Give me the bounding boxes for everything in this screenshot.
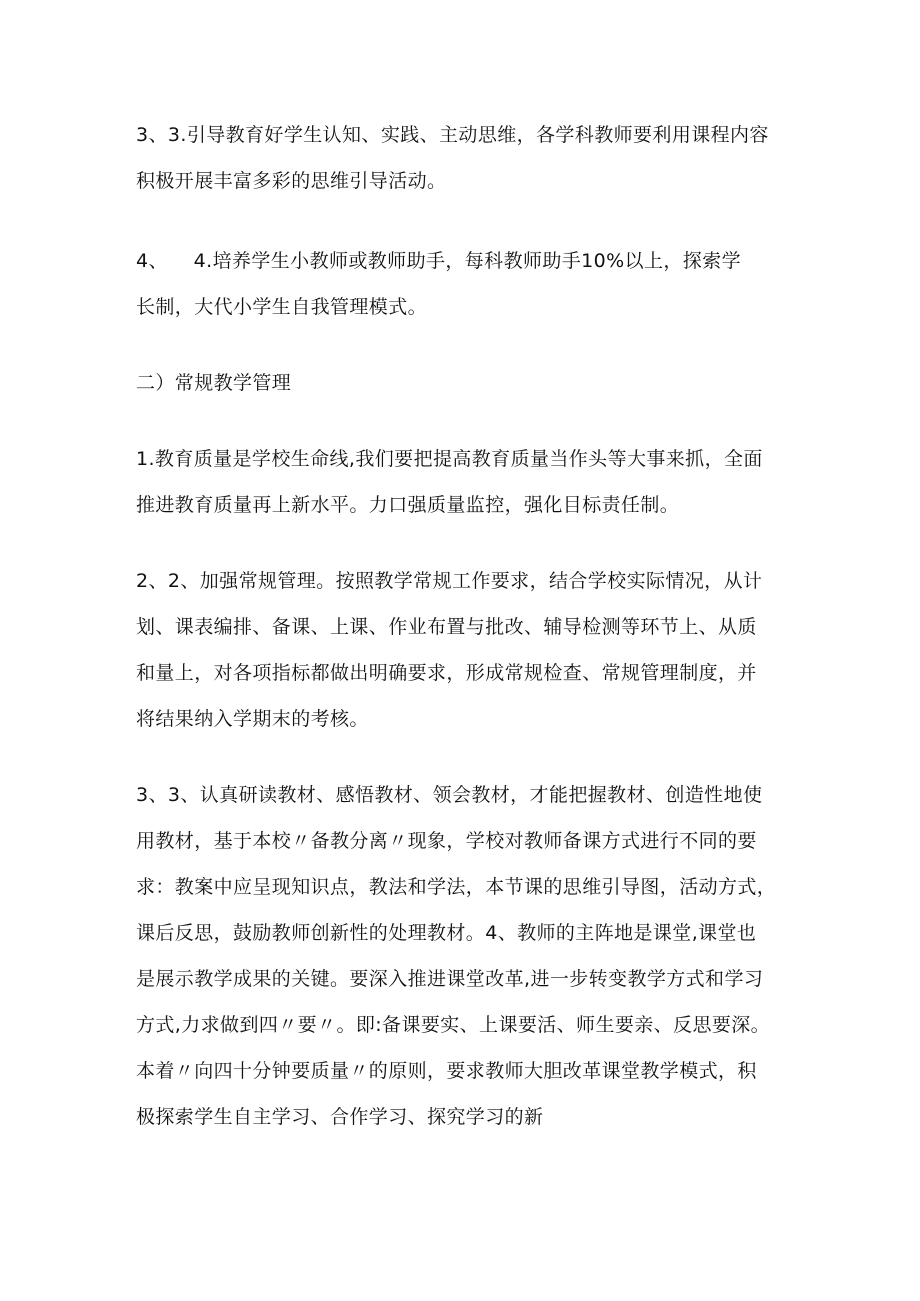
text-line: 4、 4.培养学生小教师或教师助手，每科教师助手10%以上，探索学 — [136, 250, 742, 272]
document-body — [136, 112, 796, 1140]
paragraph-1 — [136, 436, 796, 528]
text-line: 3、3.引导教育好学生认知、实践、主动思维，各学科教师要利用课程内容 — [136, 124, 769, 146]
text-line: 积极开展丰富多彩的思维引导活动。 — [136, 170, 447, 192]
text-line: 和量上，对各项指标都做出明确要求，形成常规检查、常规管理制度，并 — [136, 662, 757, 684]
text-line: 将结果纳入学期末的考核。 — [136, 708, 369, 730]
paragraph-3-3 — [136, 112, 796, 204]
paragraph-4-4 — [136, 238, 796, 330]
text-line: 极探索学生自主学习、合作学习、探究学习的新 — [136, 1106, 544, 1128]
text-line: 求：教案中应呈现知识点，教法和学法，本节课的思维引导图，活动方式， — [136, 876, 777, 898]
text-line: 用教材，基于本校〃备教分离〃现象，学校对教师备课方式进行不同的要 — [136, 830, 757, 852]
text-line: 推进教育质量再上新水平。力口强质量监控，强化目标责任制。 — [136, 494, 680, 516]
section-heading-text: 二）常规教学管理 — [136, 372, 292, 394]
text-line: 2、2、加强常规管理。按照教学常规工作要求，结合学校实际情况，从计 — [136, 570, 763, 592]
text-line: 划、课表编排、备课、上课、作业布置与批改、辅导检测等环节上、从质 — [136, 616, 757, 638]
paragraph-3-3-second — [136, 772, 796, 1140]
text-line: 课后反思，鼓励教师创新性的处理教材。4、教师的主阵地是课堂,课堂也 — [136, 922, 757, 944]
text-line: 是展示教学成果的关键。要深入推进课堂改革,进一步转变教学方式和学习 — [136, 968, 764, 990]
text-line: 长制，大代小学生自我管理模式。 — [136, 296, 428, 318]
text-line: 本着〃向四十分钟要质量〃的原则，要求教师大胆改革课堂教学模式，积 — [136, 1060, 757, 1082]
section-heading — [136, 360, 796, 406]
text-line: 方式,力求做到四〃要〃。即:备课要实、上课要活、师生要亲、反思要深。 — [136, 1014, 771, 1036]
text-line: 3、3、认真研读教材、感悟教材、领会教材，才能把握教材、创造性地使 — [136, 784, 763, 806]
text-line: 1.教育质量是学校生命线,我们要把提高教育质量当作头等大事来抓，全面 — [136, 448, 763, 470]
paragraph-2-2 — [136, 558, 796, 742]
